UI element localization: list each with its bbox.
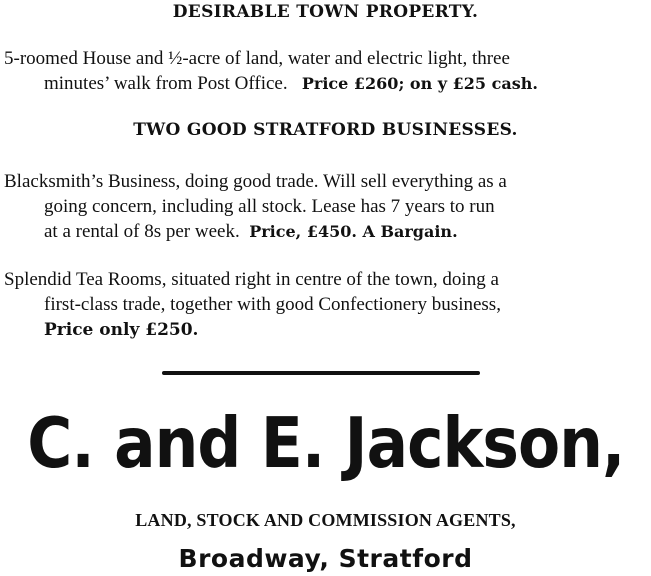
listing-tea-rooms-line-1: Splendid Tea Rooms, situated right in centre of the town, doing a [4, 269, 499, 290]
listing-tea-rooms-price: Price only £250. [44, 320, 199, 340]
listing-blacksmith-line-3 [44, 220, 458, 244]
listing-house-price: Price £260; on y £25 cash. [301, 74, 538, 93]
divider-rule [162, 371, 480, 375]
address-line: Broadway, Stratford [178, 544, 473, 573]
listing-house-line-1: 5-roomed House and ½-acre of land, water and electric light, three [4, 48, 510, 69]
listing-house-location: minutes’ walk from Post Office. [44, 73, 288, 94]
listing-blacksmith-line-1: Blacksmith’s Business, doing good trade. Will sell everything as a [4, 171, 507, 192]
listing-house-line-2 [44, 72, 538, 96]
heading-two-good-stratford-businesses: TWO GOOD STRATFORD BUSINESSES. [133, 120, 518, 140]
firm-name: C. and E. Jackson, [27, 403, 625, 484]
listing-blacksmith-line-2: going concern, including all stock. Lease has 7 years to run [44, 196, 495, 217]
listing-blacksmith-rental: at a rental of 8s per week. [44, 221, 240, 242]
listing-blacksmith-price: Price, £450. A Bargain. [249, 222, 458, 241]
agents-line: LAND, STOCK AND COMMISSION AGENTS, [135, 510, 516, 530]
listing-tea-rooms-line-2: first-class trade, together with good Confectionery business, [44, 294, 501, 315]
heading-desirable-town-property: DESIRABLE TOWN PROPERTY. [172, 2, 479, 22]
